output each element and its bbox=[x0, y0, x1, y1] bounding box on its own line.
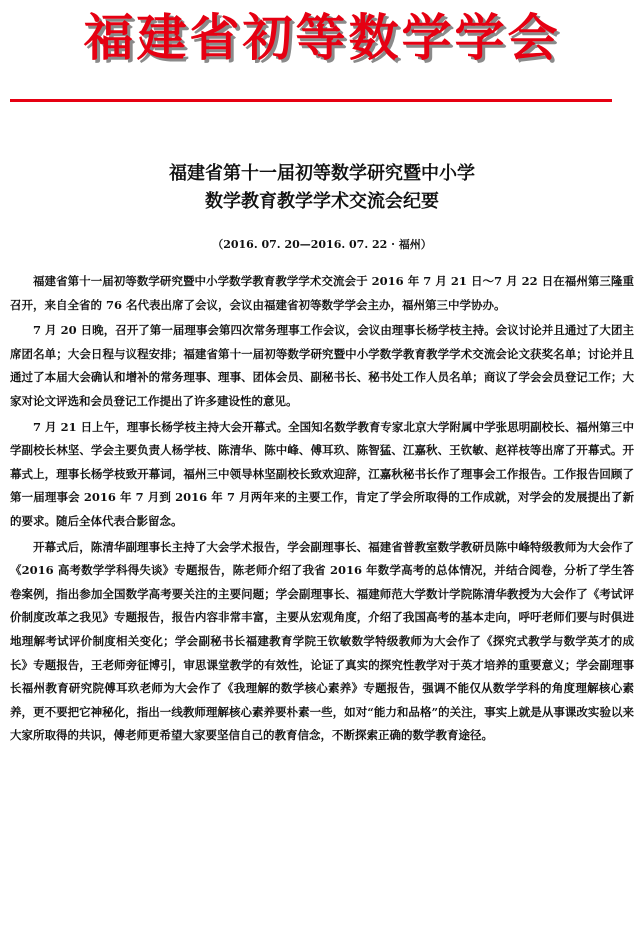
body-paragraph: 7 月 20 日晚，召开了第一届理事会第四次常务理事工作会议，会议由理事长杨学枝主持。会议讨论并且通过了大团主席团名单；大会日程与议程安排；福建省第十一届初等数学研究暨中小学数学教育教学学术交流会论文获奖名单；讨论并且通过了本届大会确认和增补的常务理事、理事、团体会员、副秘书长、秘书处工作人员名单；商议了学会会员登记工作；大家对论文评选和会员登记工作提出了许多建设性的意见。 bbox=[10, 323, 634, 408]
document-title-line-2: 数学教育教学学术交流会纪要 bbox=[205, 191, 439, 212]
body-paragraph: 福建省第十一届初等数学研究暨中小学数学教育教学学术交流会于 2016 年 7 月 21 日～7 月 22 日在福州第三隆重召开，来自全省的 76 名代表出席了会议，会议由福建省初等数学学会主办，福州第三中学协办。 bbox=[10, 274, 634, 312]
document-date-location: （2016. 07. 20—2016. 07. 22 · 福州） bbox=[212, 238, 432, 251]
body-paragraph: 7 月 21 日上午，理事长杨学枝主持大会开幕式。全国知名数学教育专家北京大学附属中学张思明副校长、福州第三中学副校长林坚、学会主要负责人杨学枝、陈清华、陈中峰、傅耳玖、陈智猛、江嘉秋、王钦敏、赵祥枝等出席了开幕式。开幕式上，理事长杨学枝致开幕词，福州三中领导林坚副校长致欢迎辞，江嘉秋秘书长作了理事会工作报告。工作报告回顾了第一届理事会 2016 年 7 月到 2016 年 7 月两年来的主要工作，肯定了学会所取得的工作成就，对学会的发展提出了新的要求。随后全体代表合影留念。 bbox=[10, 419, 634, 528]
document-title bbox=[0, 160, 644, 216]
organization-masthead: 福建省初等数学学会 bbox=[83, 8, 561, 67]
body-paragraph: 开幕式后，陈清华副理事长主持了大会学术报告，学会副理事长、福建省普教室数学教研员陈中峰特级教师为大会作了《2016 高考数学学科得失谈》专题报告，陈老师介绍了我省 2016 年数学高考的总体情况，并结合阅卷，分析了学生答卷案例，指出参加全国数学高考要关注的主要问题；学会副理事长、福建师范大学数计学院陈清华教授为大会作了《考试评价制度改革之我见》专题报告，报告内容非常丰富，主要从宏观角度，介绍了我国高考的基本走向，呼吁老师们要与时俱进地理解考试评价制度相关变化；学会副秘书长福建教育学院王钦敏数学特级教师为大会作了《探究式教学与数学英才的成长》专题报告，王老师旁征博引，审思课堂教学的有效性，论证了真实的探究性教学对于英才培养的重要意义；学会副理事长福州教育研究院傅耳玖老师为大会作了《我理解的数学核心素养》专题报告，强调不能仅从数学学科的角度理解核心素养，更不要把它神秘化，指出一线教师理解核心素养要朴素一些，如对“能力和品格”的关注，事实上就是从事课改实验以来大家所取得的共识，傅老师更希望大家要坚信自己的教育信念，不断探索正确的数学教育途径。 bbox=[10, 539, 634, 743]
masthead-divider bbox=[10, 99, 612, 102]
document-body bbox=[10, 270, 634, 750]
document-title-line-1: 福建省第十一届初等数学研究暨中小学 bbox=[169, 163, 475, 184]
